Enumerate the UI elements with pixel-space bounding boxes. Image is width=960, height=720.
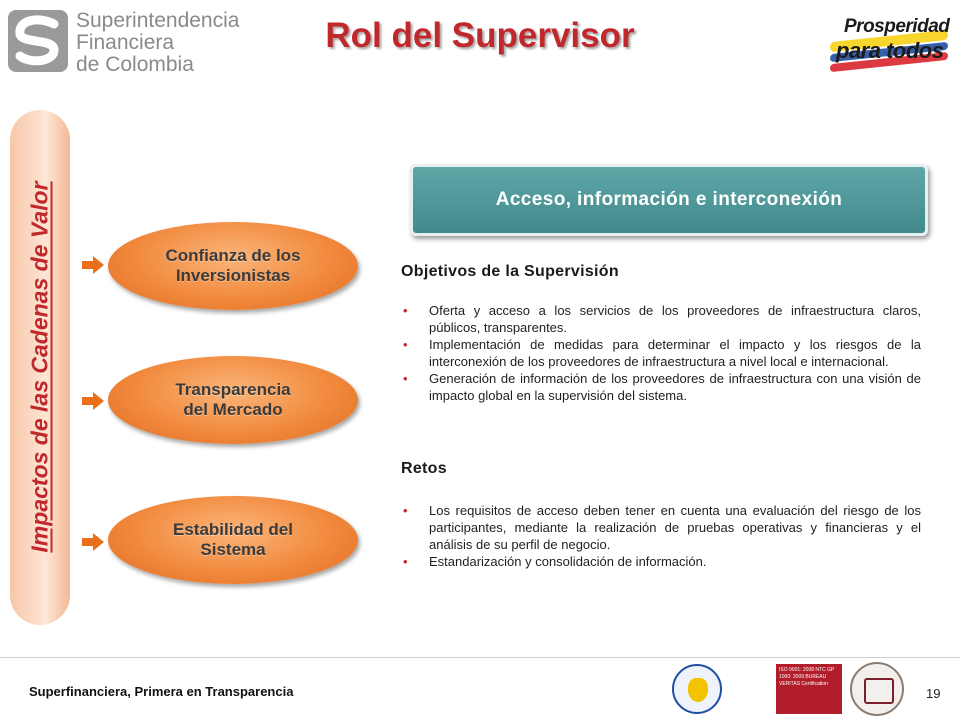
objetivos-title: Objetivos de la Supervisión <box>401 263 619 280</box>
bullet-icon: • <box>403 337 408 352</box>
bullet-text: Oferta y acceso a los servicios de los proveedores de infraestructura claros, públicos, transparentes. <box>429 303 921 335</box>
bullet-text: Generación de información de los proveedores de infraestructura con una visión de impacto global en la supervisión del sistema. <box>429 371 921 403</box>
cert-text: ISO 9001: 2008 NTC GP 1000: 2009 BUREAU VERITAS Certification <box>779 667 835 687</box>
brand-line-2: para todos <box>836 38 944 63</box>
colombia-map-icon <box>688 678 708 702</box>
bv-shield-icon <box>864 678 894 704</box>
oval-label-line1: Confianza de los <box>165 246 301 265</box>
oval-label-line1: Estabilidad del <box>173 520 293 539</box>
page-number: 19 <box>926 686 941 701</box>
bullet-icon: • <box>403 371 408 386</box>
prosperidad-logo <box>830 8 948 74</box>
bullet-text: Implementación de medidas para determinar el impacto y los riesgos de la interconexión de los proveedores de infraestructura a nivel local e internacional. <box>429 337 921 369</box>
logo-line-2: Financiera <box>76 31 175 54</box>
bullet-icon: • <box>403 503 408 518</box>
list-item <box>401 553 921 570</box>
oval-estabilidad <box>108 496 358 584</box>
oval-transparencia <box>108 356 358 444</box>
list-item <box>401 302 921 336</box>
bureau-veritas-seal-icon <box>850 662 904 716</box>
list-item <box>401 370 921 404</box>
footer-tagline: Superfinanciera, Primera en Transparencia <box>29 684 294 699</box>
bullet-text: Estandarización y consolidación de información. <box>429 554 707 569</box>
oval-label <box>133 520 333 560</box>
page-title: Rol del Supervisor <box>325 16 635 55</box>
oval-label-line2: Sistema <box>200 540 266 559</box>
oval-label <box>133 380 333 420</box>
section-banner <box>410 164 928 236</box>
oval-label-line2: Inversionistas <box>175 266 291 285</box>
bullet-text: Los requisitos de acceso deben tener en cuenta una evaluación del riesgo de los participantes, mediante la realización de pruebas operativas y financieras y el análisis de su perfil de negocio. <box>429 503 921 552</box>
logo-line-3: de Colombia <box>76 53 194 76</box>
oval-confianza <box>108 222 358 310</box>
oval-label-line2: del Mercado <box>183 400 283 419</box>
footer-divider <box>0 657 960 658</box>
retos-title: Retos <box>401 460 447 477</box>
banner-label: Acceso, información e interconexión <box>495 189 843 210</box>
arrow-right-icon <box>82 533 104 551</box>
bullet-icon: • <box>403 554 408 569</box>
objetivos-list <box>401 302 921 404</box>
list-item <box>401 336 921 370</box>
iso-certification-badge <box>776 664 842 714</box>
certification-seal-icon <box>672 664 722 714</box>
oval-label-line1: Transparencia <box>175 380 291 399</box>
brand-line-1: Prosperidad <box>844 16 950 37</box>
bullet-icon: • <box>403 303 408 318</box>
logo-line-1: Superintendencia <box>76 9 240 32</box>
retos-list <box>401 502 921 570</box>
arrow-right-icon <box>82 392 104 410</box>
arrow-right-icon <box>82 256 104 274</box>
list-item <box>401 502 921 553</box>
oval-label <box>133 246 333 286</box>
vertical-label: Impactos de las Cadenas de Valor <box>26 181 53 553</box>
